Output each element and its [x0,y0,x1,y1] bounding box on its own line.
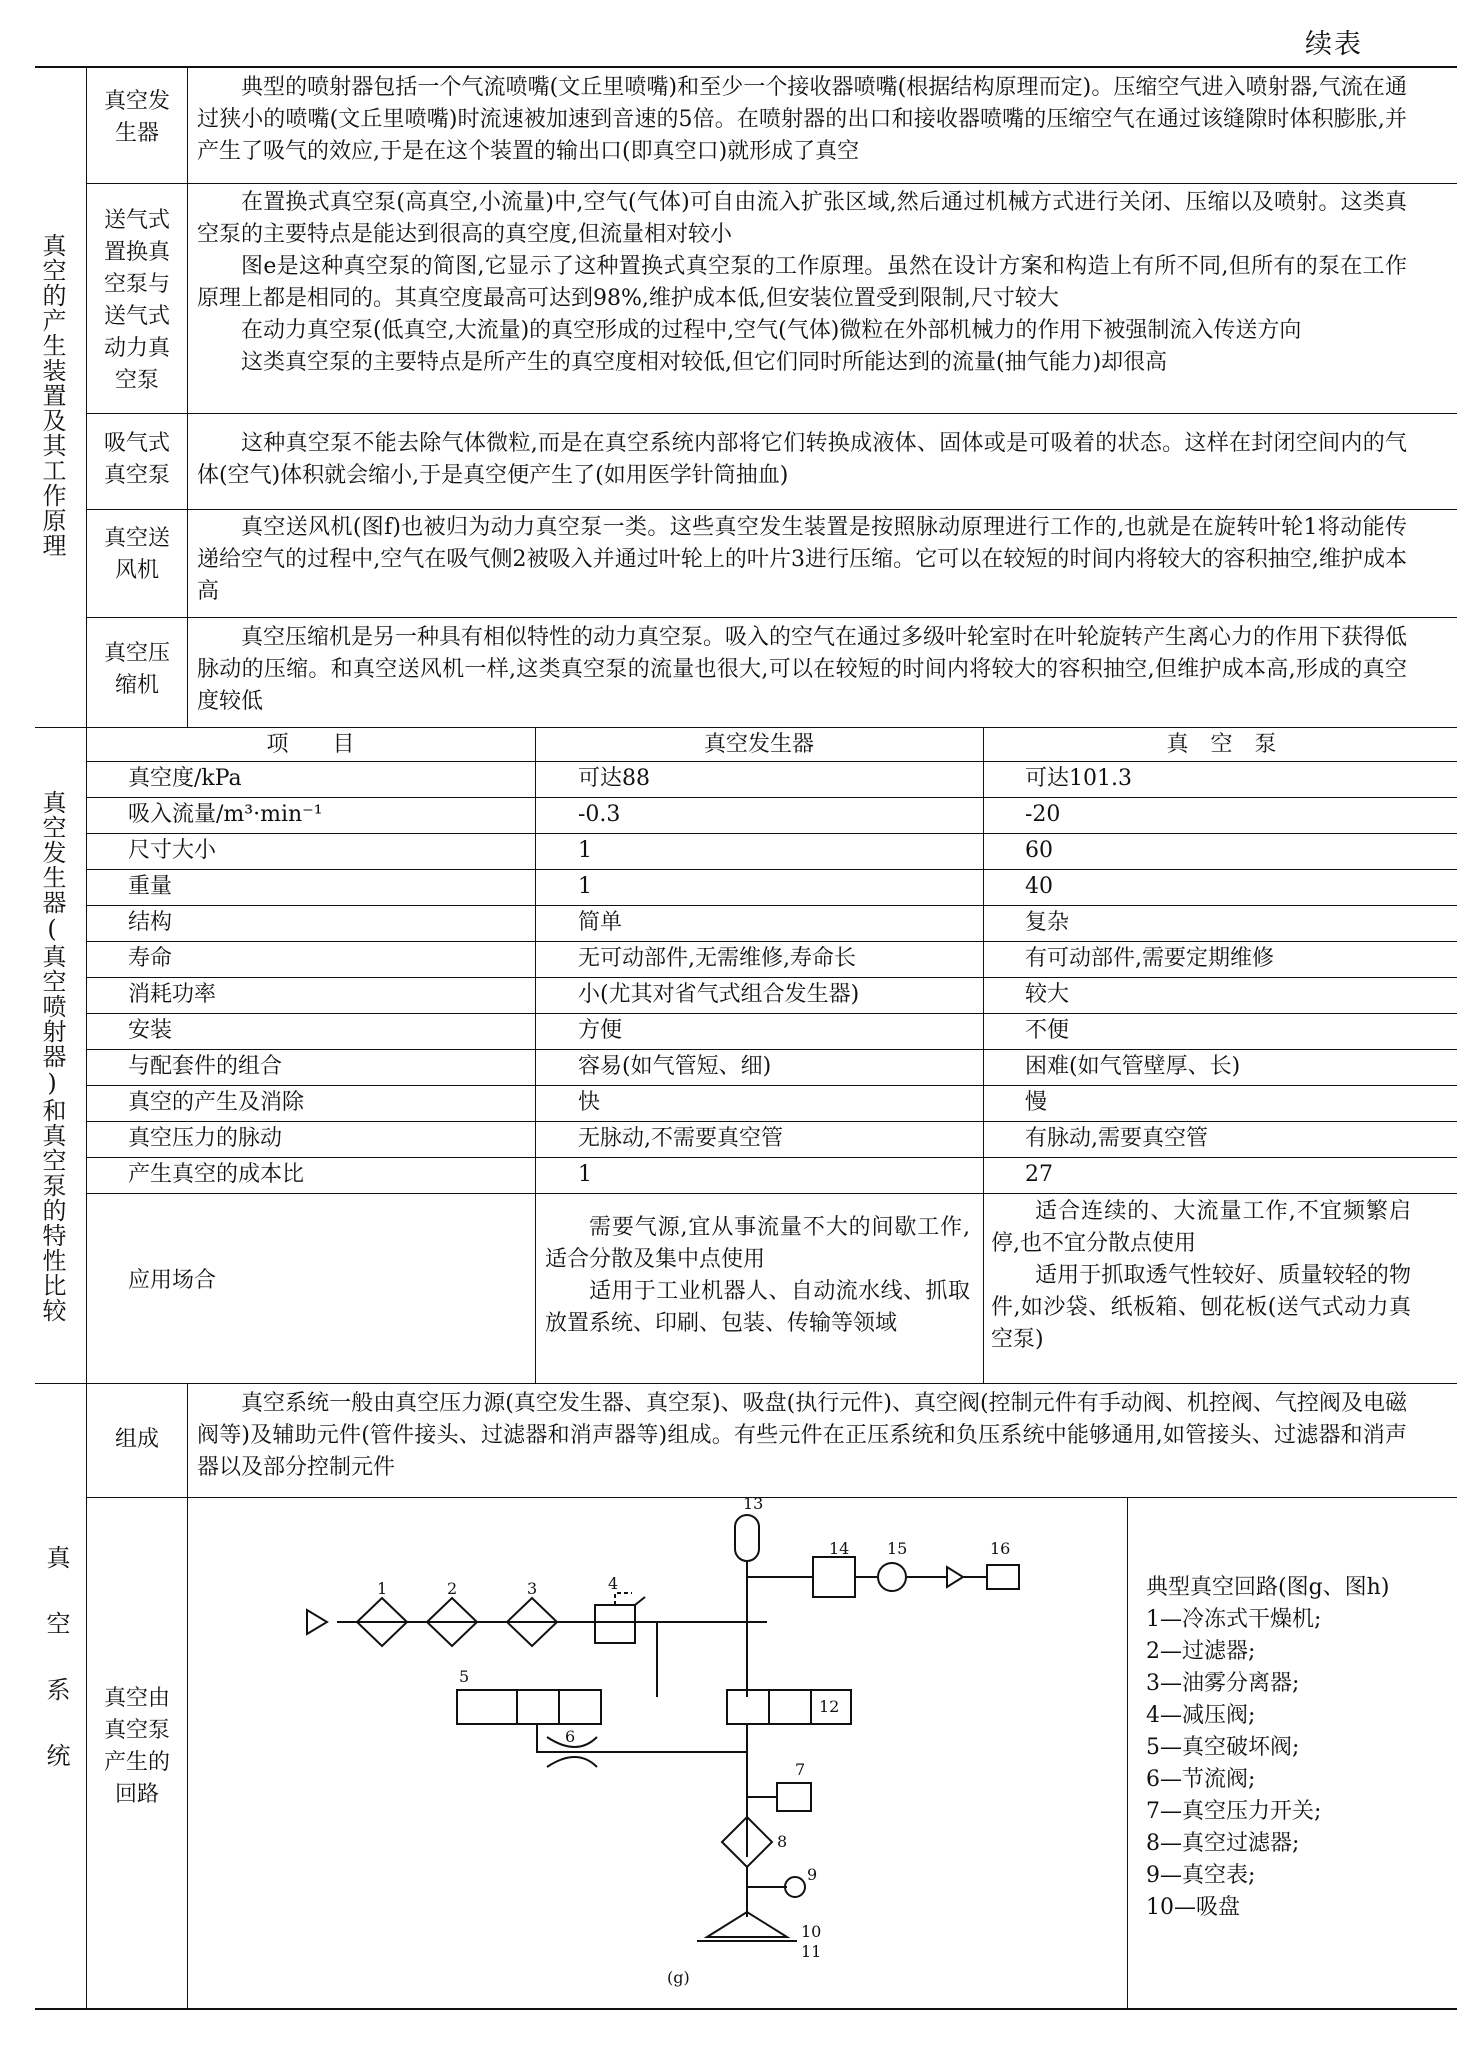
table-row-rule [86,1013,1457,1014]
table-cell-pump: 不便 [1025,1018,1070,1043]
component-number: 12 [819,1697,840,1716]
paragraph: 在置换式真空泵(高真空,小流量)中,空气(气体)可自由流入扩张区域,然后通过机械方式进行关闭、压缩以及喷射。这类真空泵的主要特点是能达到很高的真空度,但流量相对较小 [197,190,1407,247]
header-generator: 真空发生器 [703,732,814,757]
col-divider-sub-1 [187,66,188,727]
table-cell-pump: 有可动部件,需要定期维修 [1025,946,1274,971]
continued-label: 续表 [1305,29,1363,60]
table-cell-item: 与配套件的组合 [128,1054,283,1079]
figure-caption: (g) [667,1968,690,1987]
table-row-rule [86,797,1457,798]
section-compare-label: 真空发生器(真空喷射器)和真空泵的特性比较 [38,790,66,1323]
paragraph: 在动力真空泵(低真空,大流量)的真空形成的过程中,空气(气体)微粒在外部机械力的作用下被强制流入传送方向 [241,318,1302,343]
table-cell-pump: 较大 [1025,982,1070,1007]
legend-item: 9—真空表; [1146,1863,1256,1888]
row-text-vacuum-blower [197,512,1407,608]
component-number: 7 [795,1760,806,1779]
composition-label: 组成 [114,1427,159,1452]
composition-text [197,1388,1407,1484]
paragraph: 真空压缩机是另一种具有相似特性的动力真空泵。吸入的空气在通过多级叶轮室时在叶轮旋转产生离心力的作用下获得低脉动的压缩。和真空送风机一样,这类真空泵的流量也很大,可以在较短的时间内将较大的容积抽空,但维护成本高,形成的真空度较低 [197,625,1408,714]
component-number: 2 [447,1579,458,1598]
solenoid-valve-symbol [769,1690,811,1724]
legend-item: 8—真空过滤器; [1146,1831,1300,1856]
application-pump [991,1196,1411,1356]
component-number: 16 [990,1539,1011,1558]
col-divider-legend [1127,1497,1128,2008]
paragraph: 真空系统一般由真空压力源(真空发生器、真空泵)、吸盘(执行元件)、真空阀(控制元件有手动阀、机控阀、气控阀及电磁阀等)及辅助元件(管件接头、过滤器和消声器等)组成。有些元件在正压系统和负压系统中能够通用,如管接头、过滤器和消声器以及部分控制元件 [197,1391,1407,1480]
legend-item: 2—过滤器; [1146,1639,1256,1664]
component-number: 5 [459,1667,470,1686]
table-row-rule [86,977,1457,978]
table-row-rule [86,1085,1457,1086]
paragraph: 适用于抓取透气性较好、质量较轻的物件,如沙袋、纸板箱、刨花板(送气式动力真空泵) [991,1263,1411,1352]
table-cell-pump: 27 [1025,1162,1053,1187]
table-row-rule [86,1157,1457,1158]
table-row-rule [86,1193,1457,1194]
table-row-rule [86,1121,1457,1122]
table-cell-pump: -20 [1025,802,1061,827]
air-source-symbol [307,1610,327,1634]
table-cell-item: 消耗功率 [128,982,217,1007]
row-divider [86,413,1457,414]
top-rule [35,66,1457,68]
breaker-valve-symbol [517,1690,559,1724]
table-row-rule [86,941,1457,942]
circuit-label: 真空由真空泵产生的回路 [103,1686,170,1807]
table-cell-generator: 1 [578,838,592,863]
table-cell-item: 产生真空的成本比 [128,1162,305,1187]
row-label-vacuum-compressor: 真空压缩机 [103,641,170,698]
legend-item: 1—冷冻式干燥机; [1146,1607,1322,1632]
table-cell-generator: -0.3 [578,802,621,827]
table-cell-generator: 可达88 [578,766,650,791]
paragraph: 典型的喷射器包括一个气流喷嘴(文丘里喷嘴)和至少一个接收器喷嘴(根据结构原理而定)。压缩空气进入喷射器,气流在通过狭小的喷嘴(文丘里喷嘴)时流速被加速到音速的5倍。在喷射器的出口和接收器喷嘴的压缩空气在通过该缝隙时体积膨胀,并产生了吸气的效应,于是在这个装置的输出口(即真空口)就形成了真空 [197,75,1407,164]
table-cell-generator: 1 [578,874,592,899]
component-number: 9 [807,1865,818,1884]
component-number: 10 [801,1922,822,1941]
table-row-rule [86,1049,1457,1050]
table-row-rule [86,869,1457,870]
section-divider-2 [35,1383,1457,1384]
table-row-rule [86,761,1457,762]
table-cell-item: 真空压力的脉动 [128,1126,283,1151]
component-number: 11 [801,1942,822,1961]
table-cell-pump: 慢 [1025,1090,1048,1115]
legend-item: 7—真空压力开关; [1146,1799,1322,1824]
table-cell-generator: 无脉动,不需要真空管 [578,1126,783,1151]
row-text-sorption-pump [197,428,1407,492]
table-row-rule [86,833,1457,834]
header-item: 项 目 [266,732,355,757]
vacuum-gauge-symbol [785,1877,805,1897]
silencer-symbol [987,1565,1019,1589]
application-generator [545,1212,970,1340]
component-number: 4 [608,1574,619,1593]
legend-title: 典型真空回路(图g、图h) [1146,1575,1390,1600]
row-label-displacement-pump: 送气式置换真空泵与送气式动力真空泵 [103,208,170,393]
table-cell-pump: 有脉动,需要真空管 [1025,1126,1208,1151]
vacuum-circuit-diagram [187,1497,1127,2008]
row-text-displacement-pump [197,187,1407,379]
section-divider-1 [35,727,1457,728]
component-number: 14 [829,1539,850,1558]
pressure-switch-symbol [777,1783,811,1811]
paragraph: 真空送风机(图f)也被归为动力真空泵一类。这些真空发生装置是按照脉动原理进行工作的,也就是在旋转叶轮1将动能传递给空气的过程中,空气在吸气侧2被吸入并通过叶轮上的叶片3进行压缩。它可以在较短的时间内将较大的容积抽空,维护成本高 [197,515,1408,604]
table-cell-item: 重量 [128,874,173,899]
col-divider-left [86,66,87,2008]
table-cell-item: 吸入流量/m³·min⁻¹ [128,802,323,827]
legend-item: 10—吸盘 [1146,1895,1240,1920]
table-cell-generator: 1 [578,1162,592,1187]
table-cell-generator: 小(尤其对省气式组合发生器) [578,982,860,1007]
row-label-sorption-pump: 吸气式真空泵 [103,431,170,488]
paragraph: 这类真空泵的主要特点是所产生的真空度相对较低,但它们同时所能达到的流量(抽气能力)却很高 [241,350,1168,375]
col-divider-gen [535,727,536,1383]
paragraph: 图e是这种真空泵的简图,它显示了这种置换式真空泵的工作原理。虽然在设计方案和构造上有所不同,但所有的泵在工作原理上都是相同的。其真空度最高可达到98%,维护成本低,但安装位置受到限制,尺寸较大 [197,254,1407,311]
pump-symbol [878,1563,906,1591]
application-item: 应用场合 [128,1268,217,1293]
row-label-vacuum-blower: 真空送风机 [103,526,170,583]
section-principle-label: 真空的产生装置及其工作原理 [38,233,66,558]
table-cell-generator: 无可动部件,无需维修,寿命长 [578,946,856,971]
pressure-reducer-symbol [595,1605,635,1643]
paragraph: 这种真空泵不能去除气体微粒,而是在真空系统内部将它们转换成液体、固体或是可吸着的状态。这样在封闭空间内的气体(空气)体积就会缩小,于是真空便产生了(如用医学针筒抽血) [197,431,1407,488]
table-cell-item: 结构 [128,910,173,935]
table-cell-generator: 简单 [578,910,623,935]
component-number: 1 [377,1579,388,1598]
table-cell-item: 寿命 [128,946,173,971]
table-cell-generator: 快 [578,1090,601,1115]
table-cell-item: 真空度/kPa [128,766,242,791]
component-number: 13 [743,1497,764,1513]
row-text-vacuum-compressor [197,622,1407,718]
row-divider [86,183,1457,184]
legend-item: 3—油雾分离器; [1146,1671,1300,1696]
paragraph: 需要气源,宜从事流量不大的间歇工作,适合分散及集中点使用 [545,1215,970,1272]
header-pump: 真 空 泵 [1166,732,1277,757]
paragraph: 适用于工业机器人、自动流水线、抓取放置系统、印刷、包装、传输等领域 [545,1279,970,1336]
table-cell-generator: 容易(如气管短、细) [578,1054,772,1079]
table-cell-generator: 方便 [578,1018,623,1043]
circuit-legend [1146,1572,1389,1924]
table-cell-item: 安装 [128,1018,173,1043]
row-text-ejector [197,72,1407,168]
legend-items [1146,1604,1389,1924]
paragraph: 适合连续的、大流量工作,不宜频繁启停,也不宜分散点使用 [991,1199,1411,1256]
component-number: 3 [527,1579,538,1598]
table-cell-item: 尺寸大小 [128,838,217,863]
section-system-label: 真空系统 [42,1545,70,1809]
row-divider [86,509,1457,510]
legend-item: 6—节流阀; [1146,1767,1256,1792]
table-cell-pump: 可达101.3 [1025,766,1132,791]
legend-item: 5—真空破坏阀; [1146,1735,1300,1760]
row-divider [86,617,1457,618]
table-row-rule [86,905,1457,906]
table-cell-pump: 40 [1025,874,1053,899]
throttle-valve-symbol [547,1757,597,1767]
row-label-ejector: 真空发生器 [103,89,170,146]
col-divider-pump [983,727,984,1383]
table-cell-pump: 困难(如气管壁厚、长) [1025,1054,1241,1079]
component-number: 8 [777,1832,788,1851]
component-number: 15 [887,1539,908,1558]
valve-14-symbol [813,1557,855,1597]
legend-item: 4—减压阀; [1146,1703,1256,1728]
table-cell-pump: 复杂 [1025,910,1070,935]
component-number: 6 [565,1727,576,1746]
bottom-rule [35,2008,1457,2010]
table-cell-item: 真空的产生及消除 [128,1090,305,1115]
accumulator-symbol [735,1515,759,1561]
table-cell-pump: 60 [1025,838,1053,863]
